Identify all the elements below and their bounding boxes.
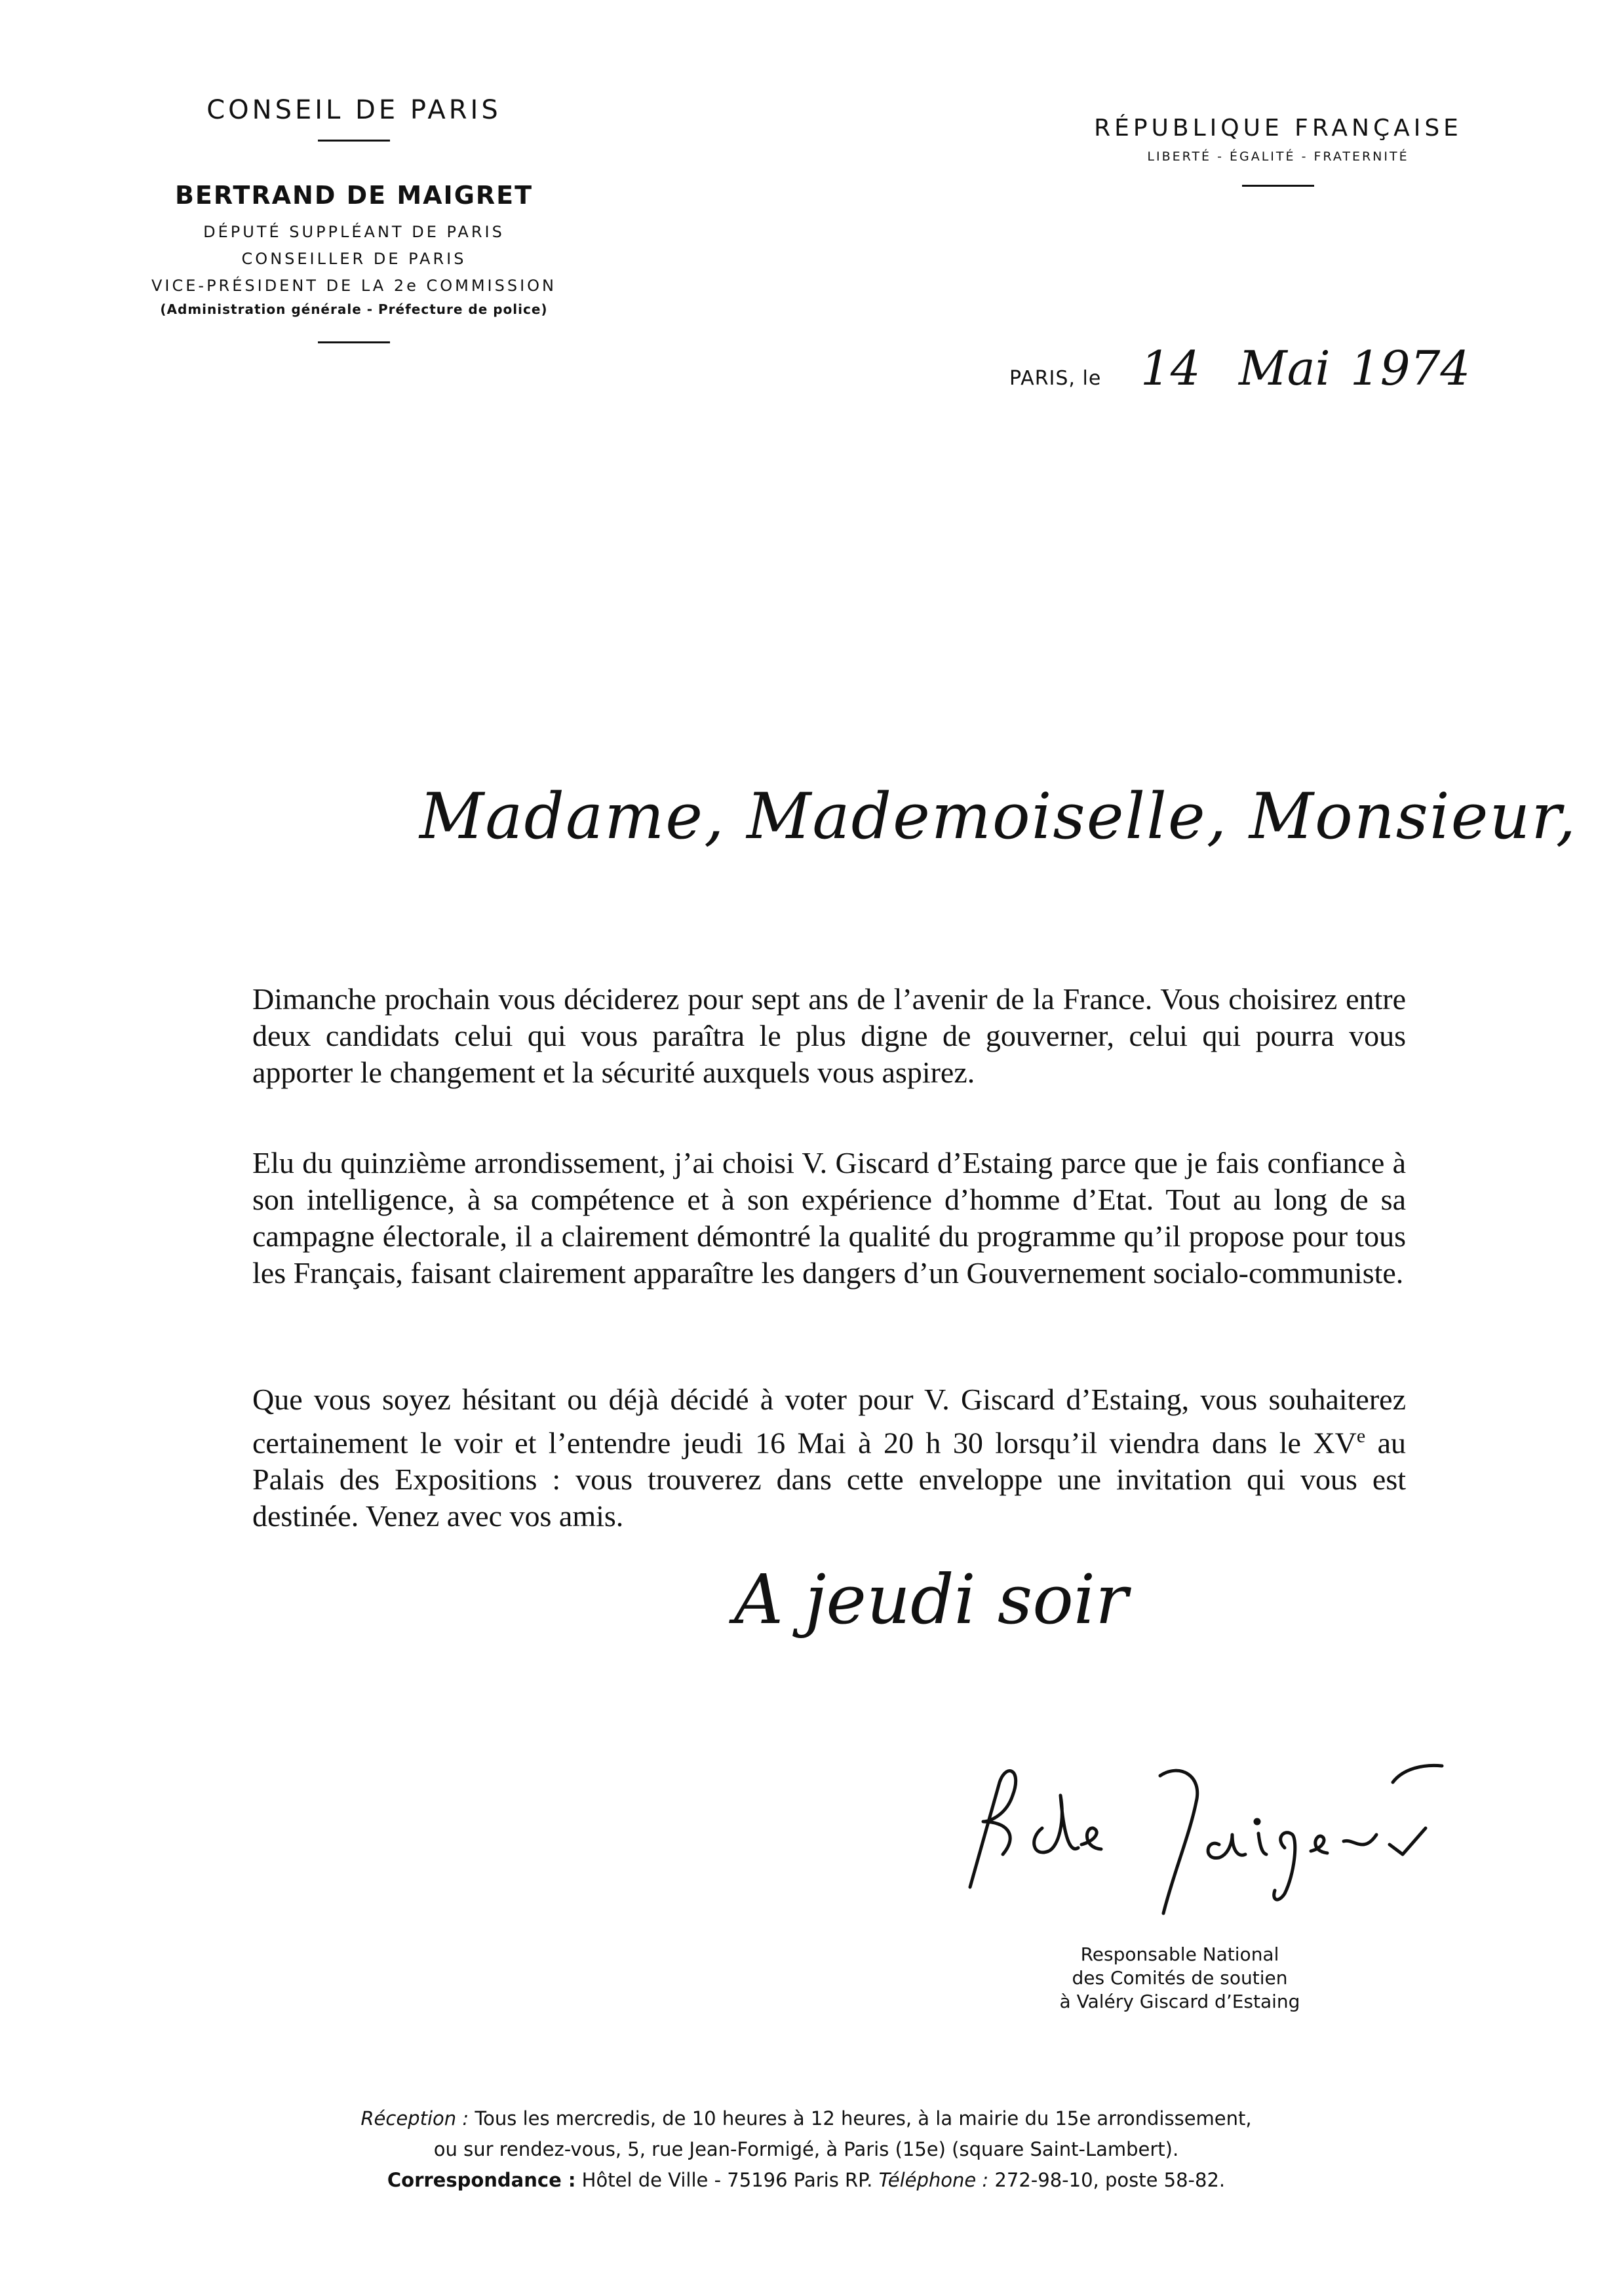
footer-reception-line-1 [197,2103,1416,2134]
handwritten-closing: A jeudi soir [734,1559,1128,1639]
signatory-role [1022,1943,1337,2014]
footer [197,2103,1416,2196]
date-prefix: PARIS, le [1009,367,1102,390]
sender-name: BERTRAND DE MAIGRET [174,181,534,210]
date-year: 1974 [1350,341,1471,396]
correspondance-label: Correspondance : [387,2169,576,2191]
letterhead-right [1062,115,1494,187]
telephone-label: Téléphone : [878,2169,989,2191]
signature [944,1723,1468,1920]
reception-label: Réception : [360,2107,469,2130]
letter-date [1009,341,1471,419]
council-name: CONSEIL DE PARIS [206,95,501,125]
sender-title-2: CONSEILLER DE PARIS [241,250,467,268]
date-month: Mai [1239,341,1331,396]
footer-reception-line-2: ou sur rendez-vous, 5, rue Jean-Formigé, à Paris (15e) (square Saint-Lambert). [433,2138,1179,2160]
body-paragraph-3-superscript: e [1356,1425,1366,1447]
body-paragraph-2: Elu du quinzième arrondissement, j’ai choisi V. Giscard d’Estaing parce que je fais confiance à son intelligence, à sa compétence et à son expérience d’homme d’Etat. Tout au long de sa campagne électorale, il a clairement démontré la qualité du programme qu’il propose pour tous les Français, faisant clairement apparaître les dangers d’un Gouvernement socialo-communiste. [252,1146,1406,1290]
letterhead-divider [1242,185,1314,187]
signature-drawing [944,1723,1468,1920]
letterhead-divider [318,341,390,343]
signatory-role-line-3: à Valéry Giscard d’Estaing [1059,1991,1300,2012]
telephone-number: 272-98-10, poste 58-82. [988,2169,1226,2191]
republic-motto: LIBERTÉ - ÉGALITÉ - FRATERNITÉ [1147,149,1409,164]
letterhead-divider [318,140,390,142]
body-paragraph-3 [252,1381,1406,1535]
signatory-role-line-2: des Comités de soutien [1072,1967,1288,1989]
reception-hours: Tous les mercredis, de 10 heures à 12 heures, à la mairie du 15e arrondissement, [469,2107,1252,2130]
salutation: Madame, Mademoiselle, Monsieur, [419,780,1578,853]
footer-correspondance-line [197,2165,1416,2196]
signatory-role-line-1: Responsable National [1080,1943,1279,1965]
body-paragraph-3-start: Que vous soyez hésitant ou déjà décidé à voter pour V. Giscard d’Estaing, vous souhaiterez certainement le voir et l’entendre jeudi 16 Mai à 20 h 30 lorsqu’il viendra dans le XV [252,1383,1406,1460]
date-day: 14 [1140,341,1201,396]
sender-title-1: DÉPUTÉ SUPPLÉANT DE PARIS [203,223,505,241]
republic-heading: RÉPUBLIQUE FRANÇAISE [1094,115,1462,142]
sender-title-3: VICE-PRÉSIDENT DE LA 2e COMMISSION [151,277,557,295]
commission-detail: (Administration générale - Préfecture de police) [160,301,548,317]
letterhead-left [131,95,577,343]
correspondance-address: Hôtel de Ville - 75196 Paris RP. [575,2169,879,2191]
body-paragraph-3-end: au Palais des Expositions : vous trouverez dans cette enveloppe une invitation qui vous est destinée. Venez avec vos amis. [252,1426,1406,1533]
body-paragraph-1: Dimanche prochain vous déciderez pour sept ans de l’avenir de la France. Vous choisirez entre deux candidats celui qui vous paraîtra le plus digne de gouverner, celui qui pourra vous apporter le changement et la sécurité auxquels vous aspirez. [252,982,1406,1089]
